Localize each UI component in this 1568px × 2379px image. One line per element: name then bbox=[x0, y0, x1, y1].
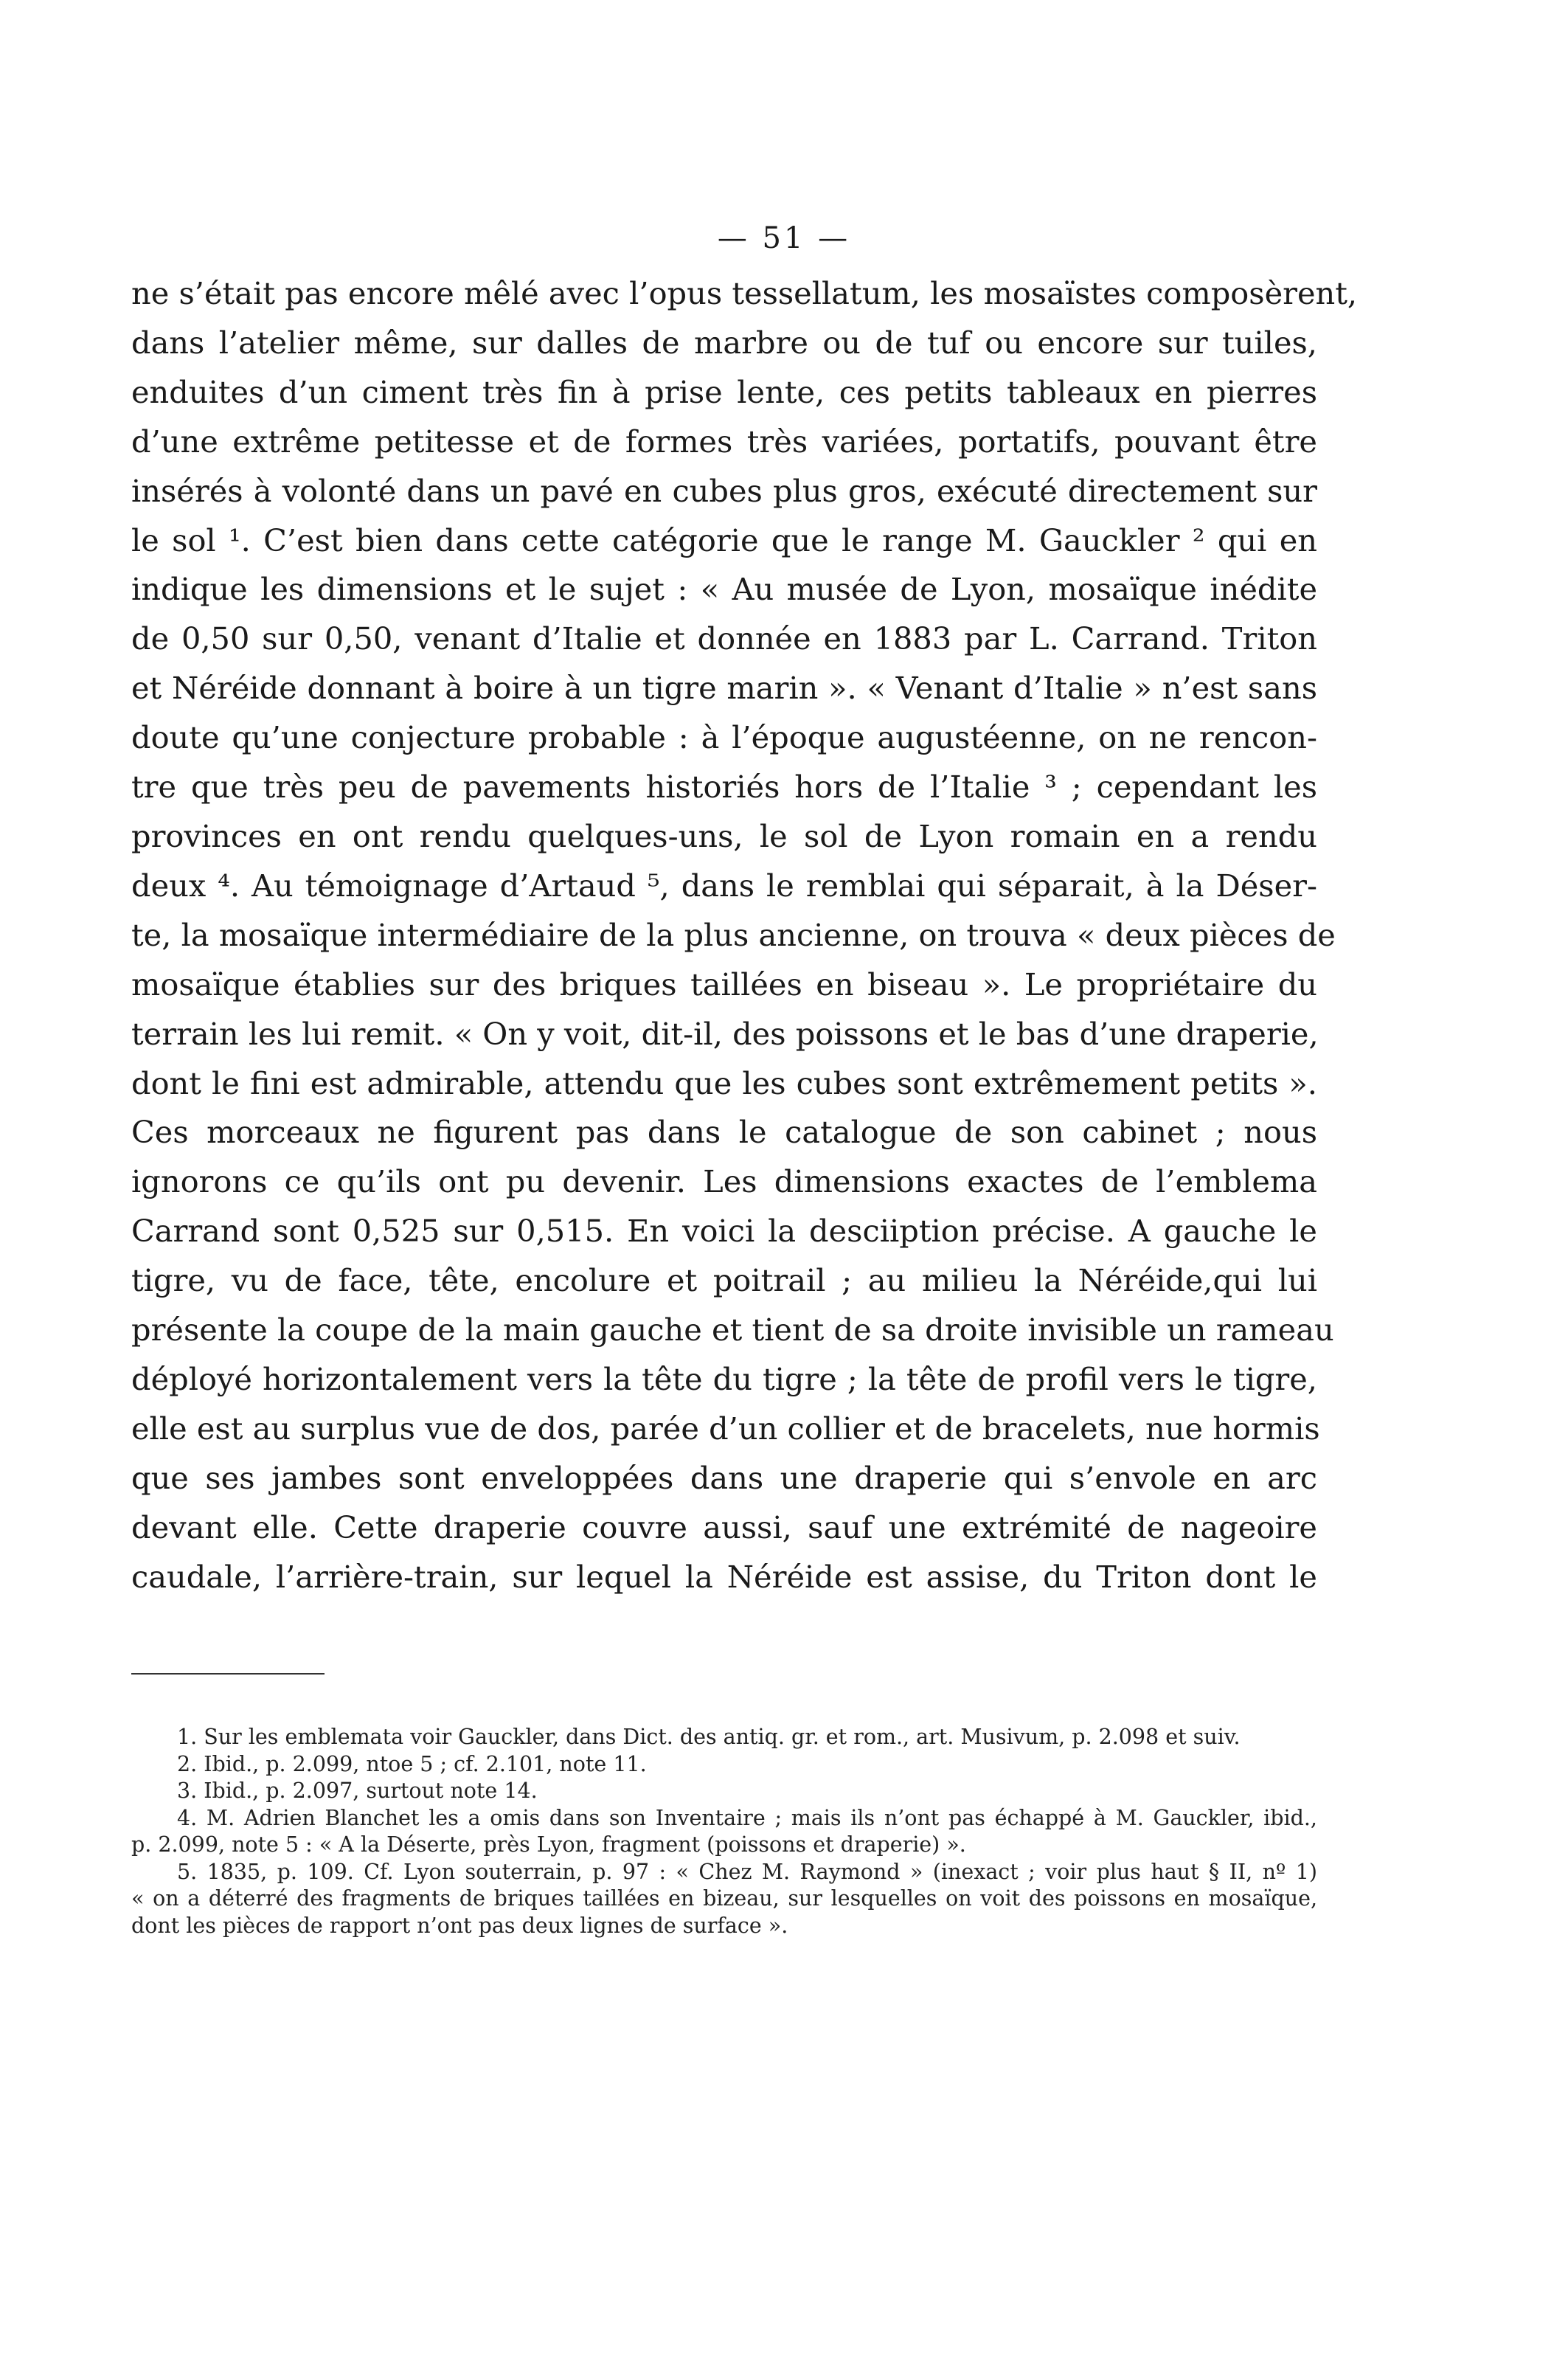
body-line: Carrand sont 0,525 sur 0,515. En voici la desciiption précise. A gauche le bbox=[131, 1213, 1317, 1250]
body-line: Ces morceaux ne figurent pas dans le catalogue de son cabinet ; nous bbox=[131, 1114, 1317, 1151]
body-line: indique les dimensions et le sujet : « Au musée de Lyon, mosaïque inédite bbox=[131, 571, 1317, 608]
footnote-2 bbox=[131, 1751, 1317, 1779]
body-text bbox=[131, 269, 1358, 1601]
page-number: — 51 — bbox=[717, 221, 851, 255]
body-line: d’une extrême petitesse et de formes très variées, portatifs, pouvant être bbox=[131, 423, 1317, 460]
body-line: devant elle. Cette draperie couvre aussi, sauf une extrémité de nageoire bbox=[131, 1509, 1317, 1545]
body-line: ne s’était pas encore mêlé avec l’opus tessellatum, les mosaïstes composèrent, bbox=[131, 275, 1358, 311]
body-line: dans l’atelier même, sur dalles de marbre ou de tuf ou encore sur tuiles, bbox=[131, 324, 1317, 361]
body-line: caudale, l’arrière-train, sur lequel la Néréide est assise, du Triton dont le bbox=[131, 1558, 1317, 1595]
footnotes bbox=[131, 1724, 1317, 1939]
footnote-divider bbox=[131, 1673, 325, 1675]
footnote-line: 2. Ibid., p. 2.099, ntoe 5 ; cf. 2.101, note 11. bbox=[177, 1751, 647, 1776]
body-line: déployé horizontalement vers la tête du tigre ; la tête de profil vers le tigre, bbox=[131, 1360, 1317, 1397]
body-line: et Néréide donnant à boire à un tigre marin ». « Venant d’Italie » n’est sans bbox=[131, 670, 1317, 707]
body-line: que ses jambes sont enveloppées dans une draperie qui s’envole en arc bbox=[131, 1459, 1317, 1496]
body-line: insérés à volonté dans un pavé en cubes plus gros, exécuté directement sur bbox=[131, 472, 1317, 509]
body-line: terrain les lui remit. « On y voit, dit-il, des poissons et le bas d’une draperie, bbox=[131, 1015, 1319, 1052]
footnote-line: p. 2.099, note 5 : « A la Déserte, près Lyon, fragment (poissons et draperie) ». bbox=[131, 1832, 966, 1857]
body-line: provinces en ont rendu quelques-uns, le sol de Lyon romain en a rendu bbox=[131, 817, 1317, 854]
footnote-4 bbox=[131, 1805, 1317, 1859]
body-line: ignorons ce qu’ils ont pu devenir. Les dimensions exactes de l’emblema bbox=[131, 1163, 1317, 1200]
body-line: tre que très peu de pavements historiés hors de l’Italie ³ ; cependant les bbox=[131, 769, 1317, 806]
footnote-3 bbox=[131, 1778, 1317, 1805]
footnote-1 bbox=[131, 1724, 1317, 1751]
footnote-line: 4. M. Adrien Blanchet les a omis dans son Inventaire ; mais ils n’ont pas échappé à M. Gauckler, ibid., bbox=[177, 1805, 1317, 1830]
footnote-line: dont les pièces de rapport n’ont pas deux lignes de surface ». bbox=[131, 1913, 788, 1938]
body-line: doute qu’une conjecture probable : à l’époque augustéenne, on ne rencon- bbox=[131, 719, 1317, 756]
body-line: de 0,50 sur 0,50, venant d’Italie et donnée en 1883 par L. Carrand. Triton bbox=[131, 620, 1317, 657]
body-line: présente la coupe de la main gauche et tient de sa droite invisible un rameau bbox=[131, 1312, 1334, 1348]
body-line: te, la mosaïque intermédiaire de la plus ancienne, on trouva « deux pièces de bbox=[131, 916, 1336, 953]
body-line: tigre, vu de face, tête, encolure et poitrail ; au milieu la Néréide,qui lui bbox=[131, 1262, 1317, 1299]
body-line: enduites d’un ciment très fin à prise lente, ces petits tableaux en pierres bbox=[131, 373, 1317, 410]
footnote-5 bbox=[131, 1859, 1317, 1940]
footnote-line: 3. Ibid., p. 2.097, surtout note 14. bbox=[177, 1779, 538, 1803]
body-line: deux ⁴. Au témoignage d’Artaud ⁵, dans le remblai qui séparait, à la Déser- bbox=[131, 867, 1317, 904]
body-line: le sol ¹. C’est bien dans cette catégorie que le range M. Gauckler ² qui en bbox=[131, 522, 1317, 558]
body-line: mosaïque établies sur des briques taillées en biseau ». Le propriétaire du bbox=[131, 966, 1317, 1002]
footnote-line: 5. 1835, p. 109. Cf. Lyon souterrain, p. 97 : « Chez M. Raymond » (inexact ; voir plus haut § II, nº 1) bbox=[177, 1859, 1317, 1884]
body-line: dont le fini est admirable, attendu que les cubes sont extrêmement petits ». bbox=[131, 1064, 1317, 1101]
body-line: elle est au surplus vue de dos, parée d’un collier et de bracelets, nue hormis bbox=[131, 1410, 1320, 1447]
footnote-line: 1. Sur les emblemata voir Gauckler, dans Dict. des antiq. gr. et rom., art. Musivum, p. 2.098 et suiv. bbox=[177, 1725, 1241, 1749]
footnote-line: « on a déterré des fragments de briques taillées en bizeau, sur lesquelles on voit des poissons en mosaïque, bbox=[131, 1886, 1317, 1911]
